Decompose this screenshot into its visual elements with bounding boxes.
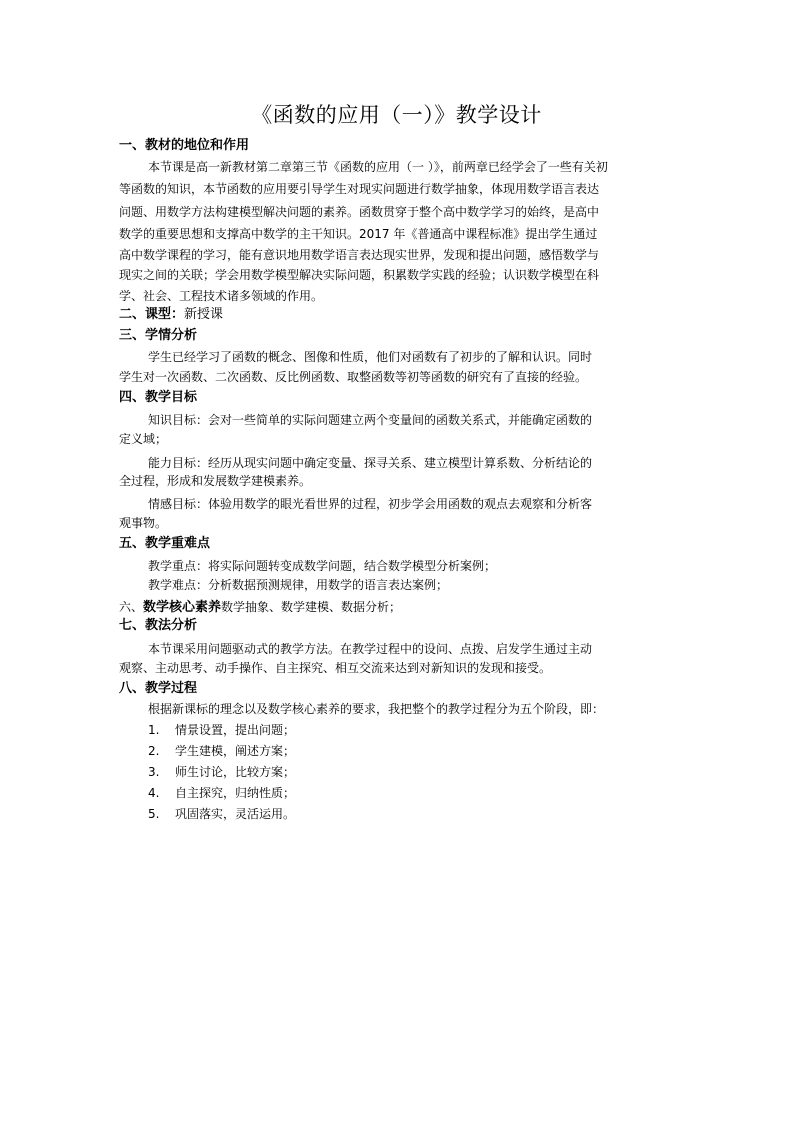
- section-3-heading: 三、学情分析: [119, 328, 198, 343]
- section-1-line: 高中数学课程的学习，能有意识地用数学语言表达现实世界，发现和提出问题，感悟数学与: [119, 248, 600, 262]
- difficulty-line: 教学难点：分析数据预测规律，用数学的语言表达案例；: [148, 578, 449, 592]
- section-6-prefix: 六、: [119, 600, 144, 614]
- section-8-heading: 八、教学过程: [119, 681, 198, 696]
- document-title: 《函数的应用（一）》教学设计: [251, 103, 542, 127]
- section-2-label: 二、课型：: [119, 307, 185, 322]
- emotion-goal-line: 情感目标：体验用数学的眼光看世界的过程，初步学会用函数的观点去观察和分析客: [148, 497, 593, 511]
- core-literacy-value: 数学抽象、数学建模、数据分析；: [221, 600, 402, 614]
- list-item: [148, 784, 295, 802]
- section-3-line: 学生已经学习了函数的概念、图像和性质，他们对函数有了初步的了解和认识。同时: [148, 350, 593, 364]
- section-6-label: 数学核心素养: [143, 600, 222, 615]
- section-1-line: 等函数的知识，本节函数的应用要引导学生对现实问题进行数学抽象，体现用数学语言表达: [119, 182, 600, 196]
- section-3-line: 学生对一次函数、二次函数、反比例函数、取整函数等初等函数的研究有了直接的经验。: [119, 370, 588, 384]
- list-item-number: 3.: [148, 765, 160, 779]
- list-item-text: 学生建模，阐述方案；: [175, 744, 296, 758]
- list-item-text: 自主探究，归纳性质；: [175, 786, 296, 800]
- list-item: [148, 721, 295, 739]
- section-7-line: 本节课采用问题驱动式的教学方法。在教学过程中的设问、点拨、启发学生通过主动: [148, 642, 593, 656]
- section-1-line: 本节课是高一新教材第二章第三节《函数的应用（一 ）》，前两章已经学会了一些有关初: [148, 160, 608, 174]
- list-item-number: 2.: [148, 744, 160, 758]
- list-item-text: 情景设置，提出问题；: [175, 723, 296, 737]
- list-item-number: 4.: [148, 786, 160, 800]
- ability-goal-line: 能力目标：经历从现实问题中确定变量、探寻关系、建立模型计算系数、分析结论的: [148, 456, 593, 470]
- key-point-line: 教学重点：将实际问题转变成数学问题，结合数学模型分析案例；: [148, 559, 497, 573]
- section-1-line: 学、社会、工程技术诸多领域的作用。: [119, 289, 324, 303]
- knowledge-goal-line: 定义域；: [119, 432, 168, 446]
- section-8-intro: 根据新课标的理念以及数学核心素养的要求，我把整个的教学过程分为五个阶段，即：: [148, 702, 605, 716]
- section-4-heading: 四、教学目标: [119, 390, 198, 405]
- section-1-line: 问题、用数学方法构建模型解决问题的素养。函数贯穿于整个高中数学学习的始终，是高中: [119, 205, 600, 219]
- emotion-goal-line: 观事物。: [119, 516, 168, 530]
- list-item: [148, 742, 295, 760]
- section-1-line: 现实之间的关联；学会用数学模型解决实际问题，积累数学实践的经验；认识数学模型在科: [119, 268, 600, 282]
- section-7-heading: 七、教法分析: [119, 618, 198, 633]
- list-item-text: 师生讨论，比较方案；: [175, 765, 296, 779]
- lesson-type-value: 新授课: [184, 307, 224, 322]
- ability-goal-line: 全过程，形成和发展数学建模素养。: [119, 474, 312, 488]
- section-7-line: 观察、主动思考、动手操作、自主探究、相互交流来达到对新知识的发现和接受。: [119, 661, 552, 675]
- section-5-heading: 五、教学重难点: [119, 536, 211, 551]
- knowledge-goal-line: 知识目标：会对一些简单的实际问题建立两个变量间的函数关系式，并能确定函数的: [148, 413, 593, 427]
- list-item-text: 巩固落实，灵活运用。: [175, 807, 296, 821]
- list-item: [148, 805, 295, 823]
- list-item: [148, 763, 295, 781]
- list-item-number: 1.: [148, 723, 160, 737]
- list-item-number: 5.: [148, 807, 160, 821]
- section-1-heading: 一、教材的地位和作用: [119, 138, 250, 153]
- section-6-heading: [119, 598, 401, 617]
- section-2-heading: [119, 306, 223, 324]
- section-1-line: 数学的重要思想和支撑高中数学的主干知识。2017 年《普通高中课程标准》提出学生通过: [119, 227, 598, 241]
